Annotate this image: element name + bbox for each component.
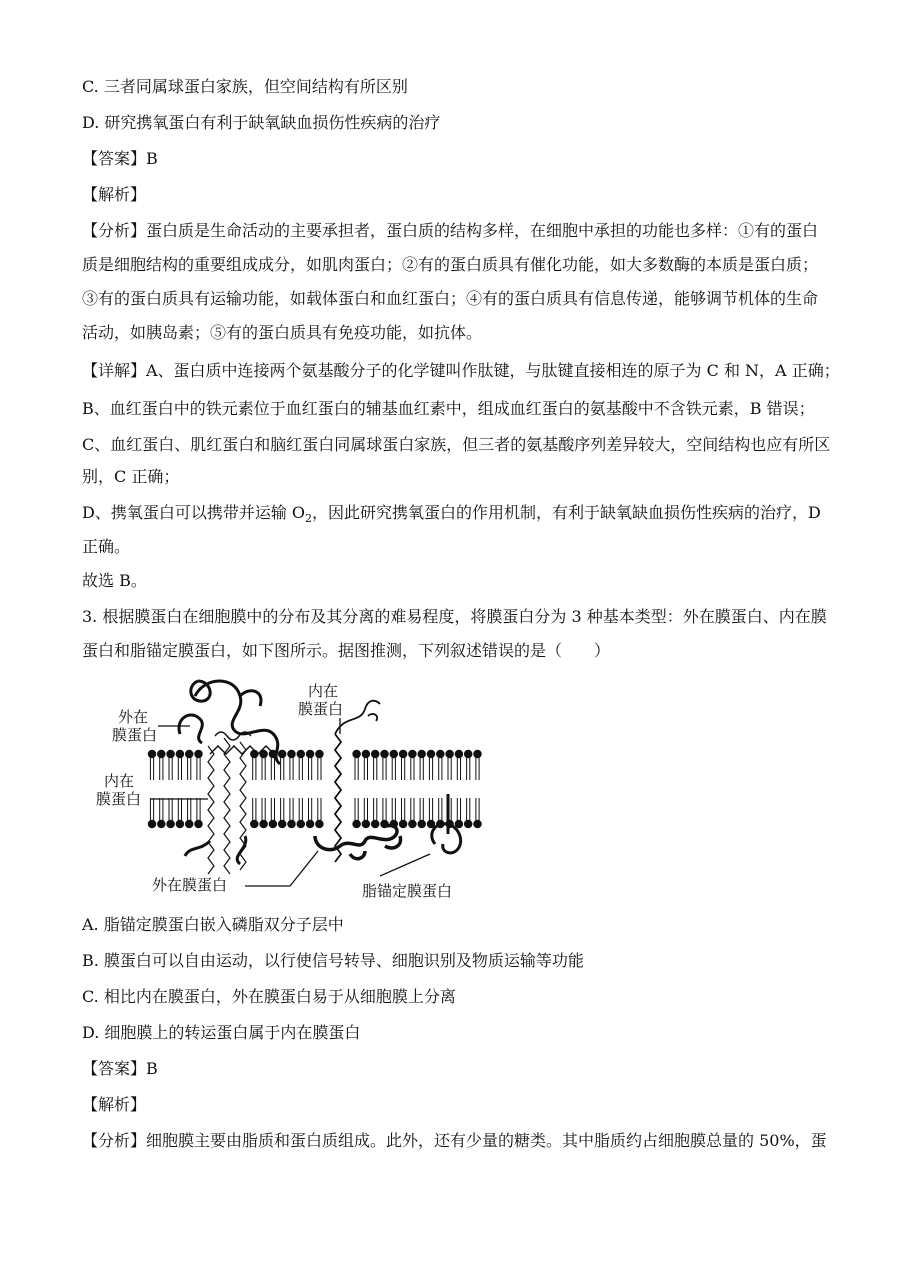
label-inner-protein-left [96, 772, 141, 808]
phospholipid-head [418, 750, 425, 757]
label-inner-left-line-2: 膜蛋白 [96, 790, 142, 808]
phospholipid-head [316, 750, 323, 757]
phospholipid-bilayer [148, 750, 481, 827]
phospholipid-head [353, 820, 360, 827]
q3-answer: 【答案】B [82, 1059, 158, 1078]
q3-stem-line-1: 3. 根据膜蛋白在细胞膜中的分布及其分离的难易程度，将膜蛋白分为 3 种基本类型：外在膜蛋白、内在膜 [82, 607, 827, 626]
q2-analysis-line-2: 质是细胞结构的重要组成成分，如肌肉蛋白；②有的蛋白质具有催化功能，如大多数酶的本质是蛋白质； [82, 255, 819, 274]
q3-analysis-line-1: 【分析】细胞膜主要由脂质和蛋白质组成。此外，还有少量的糖类。其中脂质约占细胞膜总量的 50%，蛋 [82, 1131, 827, 1150]
phospholipid-head [465, 750, 472, 757]
phospholipid-head [158, 750, 165, 757]
phospholipid-head [400, 820, 407, 827]
label-inner-top-line-2: 膜蛋白 [298, 700, 344, 718]
phospholipid-head [148, 750, 155, 757]
phospholipid-head [176, 820, 183, 827]
phospholipid-head [409, 820, 416, 827]
phospholipid-head [474, 820, 481, 827]
phospholipid-head [195, 820, 202, 827]
peripheral-protein-bottom-coil [315, 826, 401, 859]
q2-option-d: D. 研究携氧蛋白有利于缺氧缺血损伤性疾病的治疗 [82, 113, 441, 132]
q3-option-d: D. 细胞膜上的转运蛋白属于内在膜蛋白 [82, 1023, 361, 1042]
q2-detail-line-1: 【详解】A、蛋白质中连接两个氨基酸分子的化学键叫作肽键，与肽键直接相连的原子为 C 和 N，A 正确； [82, 361, 840, 380]
leader-line-lipid-anchor [380, 854, 430, 876]
q2-detail-line-5a: D、携氧蛋白可以携带并运输 O [82, 503, 306, 522]
phospholipid-head [167, 750, 174, 757]
label-outer-protein-bottom: 外在膜蛋白 [152, 876, 228, 894]
q3-option-b: B. 膜蛋白可以自由运动，以行使信号转导、细胞识别及物质运输等功能 [82, 951, 584, 970]
q2-analysis-heading: 【解析】 [82, 185, 147, 204]
phospholipid-head [297, 750, 304, 757]
label-inner-protein-top [298, 682, 343, 718]
phospholipid-head [427, 820, 434, 827]
phospholipid-head [455, 750, 462, 757]
phospholipid-head [446, 750, 453, 757]
leader-line-outer-bottom [245, 851, 318, 886]
label-outer-protein-top [112, 708, 157, 744]
q2-detail-line-3: C、血红蛋白、肌红蛋白和脑红蛋白同属球蛋白家族，但三者的氨基酸序列差异较大，空间结构也应有所区 [82, 435, 831, 454]
label-outer-top-line-2: 膜蛋白 [112, 726, 158, 744]
phospholipid-head [353, 750, 360, 757]
q2-analysis-line-4: 活动，如胰岛素；⑤有的蛋白质具有免疫功能，如抗体。 [82, 323, 483, 342]
q2-detail-line-5b: ，因此研究携氧蛋白的作用机制，有利于缺氧缺血损伤性疾病的治疗，D [312, 503, 821, 522]
phospholipid-head [269, 820, 276, 827]
phospholipid-head [288, 750, 295, 757]
phospholipid-head [297, 820, 304, 827]
label-inner-left-line-1: 内在 [104, 772, 135, 790]
q2-option-c: C. 三者同属球蛋白家族，但空间结构有所区别 [82, 77, 408, 96]
label-lipid-anchored-protein: 脂锚定膜蛋白 [362, 882, 453, 900]
phospholipid-head [279, 820, 286, 827]
phospholipid-head [195, 750, 202, 757]
phospholipid-head [251, 750, 258, 757]
phospholipid-head [381, 820, 388, 827]
peripheral-protein-top-loop [191, 681, 210, 701]
lower-loop-left [185, 836, 246, 864]
q3-stem-line-2: 蛋白和脂锚定膜蛋白，如下图所示。据图推测，下列叙述错误的是（ ） [82, 641, 611, 660]
phospholipid-head [437, 750, 444, 757]
phospholipid-head [186, 750, 193, 757]
label-outer-top-line-1: 外在 [118, 708, 149, 726]
phospholipid-head [372, 820, 379, 827]
phospholipid-head [409, 750, 416, 757]
phospholipid-head [362, 750, 369, 757]
q2-analysis-line-1: 【分析】蛋白质是生命活动的主要承担者，蛋白质的结构多样，在细胞中承担的功能也多样：①有的蛋白 [82, 221, 819, 240]
phospholipid-head [167, 820, 174, 827]
phospholipid-head [316, 820, 323, 827]
o2-subscript: 2 [305, 512, 313, 526]
q2-detail-line-4: 别，C 正确； [82, 467, 180, 486]
phospholipid-head [307, 820, 314, 827]
phospholipid-head [279, 750, 286, 757]
q2-analysis-line-3: ③有的蛋白质具有运输功能，如载体蛋白和血红蛋白；④有的蛋白质具有信息传递，能够调节机体的生命 [82, 289, 819, 308]
membrane-protein-figure [90, 676, 510, 906]
q3-option-c: C. 相比内在膜蛋白，外在膜蛋白易于从细胞膜上分离 [82, 987, 456, 1006]
phospholipid-head [427, 750, 434, 757]
q3-option-a: A. 脂锚定膜蛋白嵌入磷脂双分子层中 [82, 915, 344, 934]
phospholipid-head [381, 750, 388, 757]
phospholipid-head [148, 820, 155, 827]
phospholipid-head [251, 820, 258, 827]
phospholipid-head [307, 750, 314, 757]
phospholipid-head [176, 750, 183, 757]
q2-answer: 【答案】B [82, 149, 158, 168]
phospholipid-head [158, 820, 165, 827]
q2-conclusion: 故选 B。 [82, 571, 147, 590]
q2-detail-line-2: B、血红蛋白中的铁元素位于血红蛋白的辅基血红素中，组成血红蛋白的氨基酸中不含铁元素，B 错误； [82, 399, 815, 418]
phospholipid-head [455, 820, 462, 827]
phospholipid-head [465, 820, 472, 827]
label-inner-top-line-1: 内在 [308, 682, 339, 700]
q2-detail-line-5 [82, 502, 822, 530]
phospholipid-head [260, 820, 267, 827]
phospholipid-head [362, 820, 369, 827]
q3-analysis-heading: 【解析】 [82, 1095, 147, 1114]
phospholipid-head [390, 750, 397, 757]
phospholipid-head [400, 750, 407, 757]
phospholipid-head [186, 820, 193, 827]
phospholipid-head [474, 750, 481, 757]
phospholipid-head [372, 750, 379, 757]
phospholipid-head [418, 820, 425, 827]
phospholipid-head [288, 820, 295, 827]
q2-detail-line-6: 正确。 [82, 537, 131, 556]
